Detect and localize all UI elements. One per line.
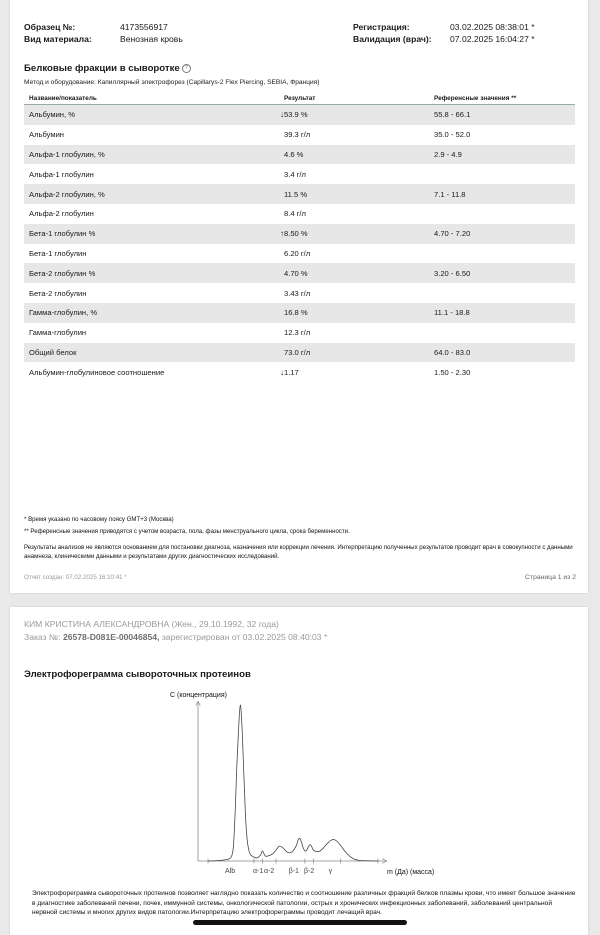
fraction-label: α-2 bbox=[264, 868, 275, 875]
row-reference bbox=[429, 204, 575, 224]
table-row bbox=[24, 105, 575, 125]
row-result-value: 3.4 г/л bbox=[284, 169, 306, 179]
row-result-value: 53.9 % bbox=[284, 110, 308, 120]
header-result: Результат bbox=[279, 92, 429, 105]
header-reference: Референсные значения ** bbox=[429, 92, 575, 105]
row-name: Бета-2 глобулин bbox=[29, 288, 87, 298]
results-body bbox=[24, 105, 575, 383]
order-info bbox=[24, 632, 327, 642]
row-result bbox=[279, 343, 429, 363]
fraction-label: β-2 bbox=[304, 868, 315, 875]
row-name: Альфа-2 глобулин, % bbox=[24, 184, 279, 204]
row-result bbox=[279, 184, 429, 204]
row-name: Альфа-1 глобулин bbox=[29, 169, 94, 179]
table-row bbox=[24, 323, 575, 343]
row-reference: 3.20 - 6.50 bbox=[429, 263, 575, 283]
arrow-down-icon: ↓ bbox=[280, 110, 284, 120]
registration-label: Регистрация: bbox=[353, 22, 410, 32]
row-result bbox=[279, 204, 429, 224]
row-name: Альфа-1 глобулин, % bbox=[24, 145, 279, 165]
row-reference bbox=[429, 244, 575, 264]
row-result-value: 8.4 г/л bbox=[284, 209, 306, 219]
row-name: Альфа-2 глобулин bbox=[29, 209, 94, 219]
table-row bbox=[24, 283, 575, 303]
sample-label: Образец №: bbox=[24, 22, 76, 32]
row-result bbox=[279, 125, 429, 145]
row-result bbox=[279, 283, 429, 303]
row-result bbox=[279, 145, 429, 165]
row-reference bbox=[429, 323, 575, 343]
note-timezone: * Время указано по часовому поясу GMT+3 (Москва) bbox=[24, 516, 174, 523]
row-reference: 7.1 - 11.8 bbox=[429, 184, 575, 204]
row-result-value: 1.17 bbox=[284, 367, 299, 377]
row-result-value: 39.3 г/л bbox=[284, 130, 311, 140]
row-reference: 35.0 - 52.0 bbox=[434, 130, 471, 140]
row-result-value: 3.43 г/л bbox=[284, 288, 311, 298]
x-axis-label: m (Да) (масса) bbox=[387, 869, 435, 876]
note-reference: ** Референсные значения приводятся с учетом возраста, пола, фазы менструального цикла, срока беременности. bbox=[24, 528, 350, 535]
material-value: Венозная кровь bbox=[120, 34, 183, 44]
row-name: Гамма-глобулин, % bbox=[24, 303, 279, 323]
arrow-down-icon: ↓ bbox=[280, 367, 284, 377]
row-reference bbox=[429, 283, 575, 303]
row-result-value: 6.20 г/л bbox=[284, 248, 311, 258]
registration-value: 03.02.2025 08:38:01 * bbox=[450, 22, 535, 32]
table-row bbox=[24, 362, 575, 382]
table-row bbox=[24, 145, 575, 165]
row-reference: 11.1 - 18.8 bbox=[429, 303, 575, 323]
method-text: Метод и оборудование: Капиллярный электрофорез (Capillarys-2 Flex Piercing, SEBIA, Франция) bbox=[24, 79, 320, 86]
arrow-up-icon: ↑ bbox=[280, 229, 284, 239]
row-reference: 4.70 - 7.20 bbox=[429, 224, 575, 244]
row-result bbox=[279, 164, 429, 184]
row-result-value: 11.5 % bbox=[284, 189, 308, 199]
row-reference: 1.50 - 2.30 bbox=[434, 367, 471, 377]
fraction-label: α-1 bbox=[253, 868, 264, 875]
section-title-text: Белковые фракции в сыворотке bbox=[24, 63, 180, 74]
row-result-value: 4.70 % bbox=[284, 268, 308, 278]
table-row bbox=[24, 303, 575, 323]
fraction-label: β-1 bbox=[288, 868, 299, 875]
fraction-label: Alb bbox=[225, 868, 236, 875]
note-disclaimer: Результаты анализов не являются основанием для постановки диагноза, назначения или коррекции лечения. Интерпретацию полученных результатов проводит врач в совокупности с данными анамнеза, клиническими данными и результатами других диагностических исследований. bbox=[24, 544, 573, 560]
row-result-value: 4.6 % bbox=[284, 149, 304, 159]
order-prefix: Заказ №: bbox=[24, 632, 63, 642]
row-name: Общий белок bbox=[24, 343, 279, 363]
help-icon[interactable]: ? bbox=[182, 64, 191, 73]
home-indicator[interactable] bbox=[193, 920, 407, 925]
table-row bbox=[24, 244, 575, 264]
row-result-value: 8.50 % bbox=[284, 229, 308, 239]
electropherogram-title: Электрофореграмма сывороточных протеинов bbox=[24, 669, 251, 680]
row-reference: 64.0 - 83.0 bbox=[429, 343, 575, 363]
row-reference bbox=[429, 164, 575, 184]
footer-created: Отчет создан: 07.02.2025 16:10:41 * bbox=[24, 574, 127, 581]
order-number: 26578-D081E-00046854, bbox=[62, 632, 160, 642]
row-name: Гамма-глобулин bbox=[29, 328, 87, 338]
footer-page-number: Страница 1 из 2 bbox=[525, 574, 576, 581]
y-axis-label: С (концентрация) bbox=[170, 692, 227, 699]
row-result-value: 16.8 % bbox=[284, 308, 308, 318]
report-page-2 bbox=[10, 607, 588, 935]
patient-info: КИМ КРИСТИНА АЛЕКСАНДРОВНА (Жен., 29.10.1992, 32 года) bbox=[24, 619, 279, 629]
row-result-value: 73.0 г/л bbox=[284, 347, 311, 357]
sample-value: 4173556917 bbox=[120, 22, 168, 32]
table-row bbox=[24, 164, 575, 184]
row-reference: 2.9 - 4.9 bbox=[429, 145, 575, 165]
row-name: Бета-2 глобулин % bbox=[24, 263, 279, 283]
row-result bbox=[279, 263, 429, 283]
electropherogram-curve bbox=[208, 705, 378, 861]
header-name: Название/показатель bbox=[24, 92, 279, 105]
validation-label: Валидация (врач): bbox=[353, 34, 432, 44]
material-label: Вид материала: bbox=[24, 34, 92, 44]
electropherogram-description: Электрофореграмма сывороточных протеинов позволяет наглядно показать количество и соотношение различных фракций белков плазмы крови, что имеет большое значение в диагностике заболеваний печени, почек, иммунной системы, онкологической патологии, острых и хронических инфекционных заболеваний, заболеваний центральной нервной системы и многих других видов патологии.Интерпретацию электрофореграммы проводит лечащий врач. bbox=[32, 890, 576, 916]
electropherogram-chart bbox=[160, 687, 460, 887]
row-result-value: 12.3 г/л bbox=[284, 328, 311, 338]
report-page-1 bbox=[10, 0, 588, 593]
row-reference: 55.8 - 66.1 bbox=[429, 105, 575, 125]
order-registered: зарегистрирован от 03.02.2025 08:40:03 * bbox=[159, 632, 328, 642]
table-row bbox=[24, 125, 575, 145]
fraction-label: γ bbox=[328, 868, 333, 875]
table-row bbox=[24, 263, 575, 283]
row-result bbox=[279, 303, 429, 323]
table-row bbox=[24, 224, 575, 244]
row-name: Альбумин bbox=[29, 130, 65, 140]
row-result bbox=[279, 224, 429, 244]
fraction-labels bbox=[225, 868, 333, 875]
row-result bbox=[279, 323, 429, 343]
row-result bbox=[279, 244, 429, 264]
table-row bbox=[24, 343, 575, 363]
row-name: Бета-1 глобулин % bbox=[24, 224, 279, 244]
results-table bbox=[24, 92, 575, 382]
row-name: Альбумин, % bbox=[24, 105, 279, 125]
row-name: Альбумин-глобулиновое соотношение bbox=[29, 367, 165, 377]
table-header-row bbox=[24, 92, 575, 105]
row-result bbox=[279, 362, 429, 382]
table-row bbox=[24, 204, 575, 224]
table-row bbox=[24, 184, 575, 204]
validation-value: 07.02.2025 16:04:27 * bbox=[450, 34, 535, 44]
section-title bbox=[24, 63, 191, 74]
row-result bbox=[279, 105, 429, 125]
row-name: Бета-1 глобулин bbox=[29, 248, 87, 258]
